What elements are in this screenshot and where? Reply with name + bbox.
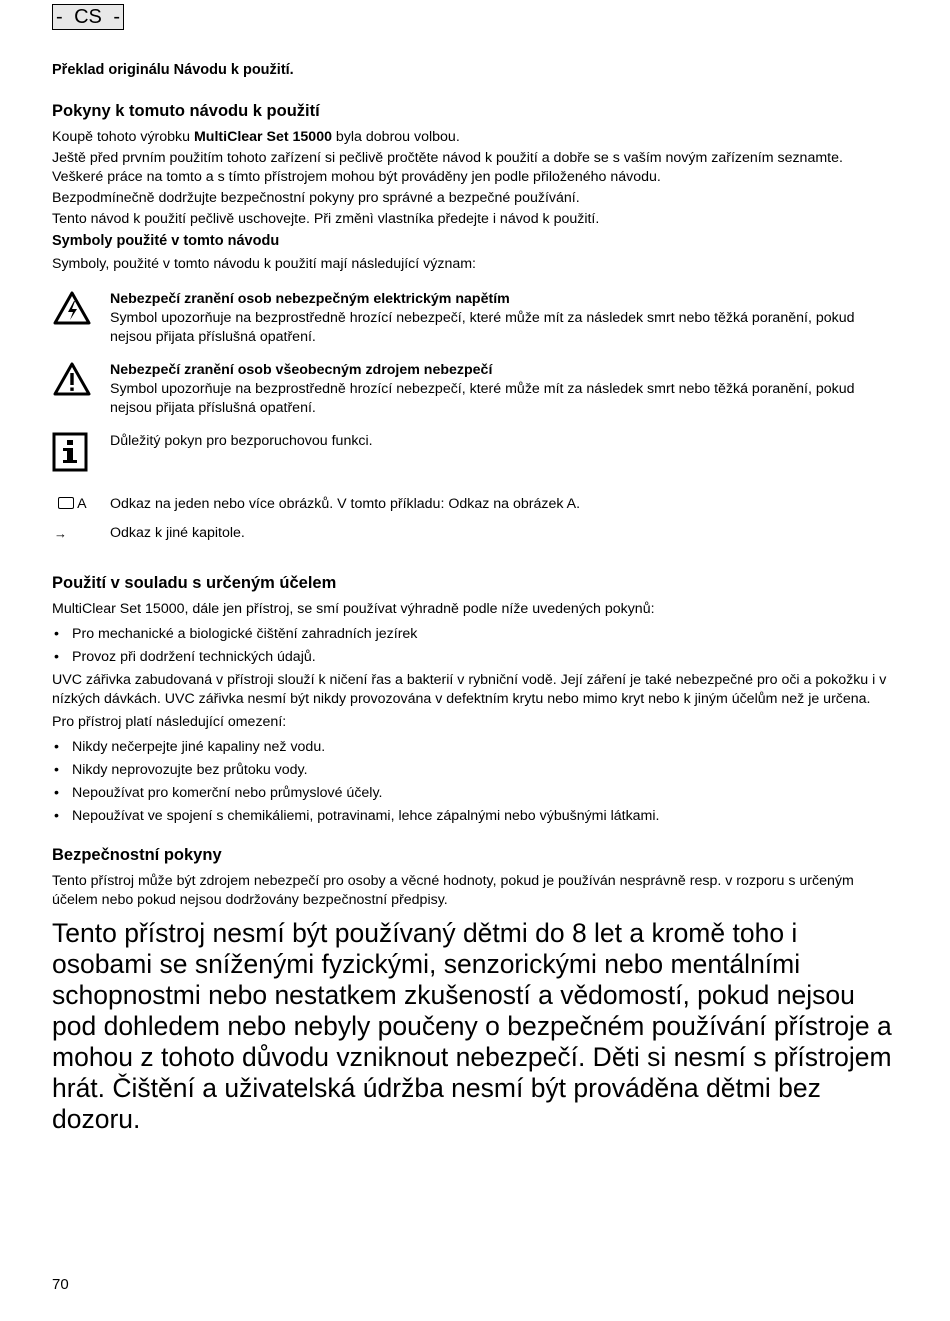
symbol-row-figure-ref (52, 495, 892, 514)
figure-icon (58, 497, 74, 509)
page-content (52, 62, 892, 1135)
symbol-row-general (52, 361, 892, 418)
intro-paragraph-2: Ještě před prvním použitím tohoto zařízení si pečlivě pročtěte návod k použití a dobře se s vaším novým zařízením seznamte. Veškeré práce na tomto a s tímto přístrojem mohou být prováděny jen podle přiloženého návodu. (52, 150, 843, 185)
arrow-right-icon: → (54, 526, 67, 541)
intended-use-list (52, 625, 892, 667)
safety-children-warning: Tento přístroj nesmí být používaný dětmi do 8 let a kromě toho i osobami se sníženými fyzickými, senzorickými nebo mentálními schopnostmi nebo nestatkem zkušeností a vědomostí, pokud nejsou pod dohledem nebo nebyly poučeny o bezpečném používání přístroje a mohou z tohoto důvodu vzniknout nebezpečí. Děti si nesmí s přístrojem hrát. Čištění a uživatelská údržba nesmí být prováděna dětmi bez dozoru. (52, 918, 892, 1134)
symbol-row-electric (52, 290, 892, 347)
page-number: 70 (52, 1276, 69, 1293)
intro-paragraph-3: Bezpodmínečně dodržujte bezpečnostní pokyny pro správné a bezpečné používání. (52, 190, 580, 206)
symbol-row-info (52, 432, 892, 477)
figure-ref-symbol (52, 495, 110, 514)
info-icon (52, 432, 110, 477)
symbol-title-electric: Nebezpečí zranění osob nebezpečným elektrickým napětím (110, 291, 510, 307)
list-item: • Nikdy nečerpejte jiné kapaliny než vodu. (52, 738, 892, 757)
heading-intended-use: Použití v souladu s určeným účelem (52, 574, 337, 592)
intended-use-paragraph-2: UVC zářivka zabudovaná v přístroji slouží k ničení řas a bakterií v rybniční vodě. Její záření je také nebezpečné pro oči a pokožku i v nízkých dávkách. UVC zářivka nesmí být nikdy provozována v defektním krytu nebo mimo kryt nebo k jiným účelům než je určena. (52, 672, 887, 707)
symbol-title-general: Nebezpečí zranění osob všeobecným zdrojem nebezpečí (110, 362, 493, 378)
heading-symbols: Symboly použité v tomto návodu (52, 233, 280, 249)
lang-code: CS (74, 6, 102, 28)
intended-use-paragraph-1: MultiClear Set 15000, dále jen přístroj, se smí používat výhradně podle níže uvedených pokynů: (52, 601, 655, 617)
intended-use-paragraph-3: Pro přístroj platí následující omezení: (52, 714, 287, 730)
list-item: • Provoz při dodržení technických údajů. (52, 648, 892, 667)
heading-manual-notes: Pokyny k tomuto návodu k použití (52, 102, 320, 120)
product-name: MultiClear Set 15000 (193, 129, 332, 145)
intro-paragraph-4: Tento návod k použití pečlivě uschovejte. Při změnì vlastníka předejte i návod k použití. (52, 211, 600, 227)
lang-dash-left: - (56, 6, 63, 28)
list-item: • Pro mechanické a biologické čištění zahradních jezírek (52, 625, 892, 644)
language-badge (52, 4, 124, 30)
heading-safety: Bezpečnostní pokyny (52, 846, 222, 864)
symbol-text-electric: Symbol upozorňuje na bezprostředně hrozící nebezpečí, které může mít za následek smrt nebo těžká poranění, pokud nejsou přijata příslušná opatření. (110, 310, 855, 345)
lang-dash-right: - (113, 6, 120, 28)
general-hazard-icon (52, 361, 110, 402)
safety-paragraph-1: Tento přístroj může být zdrojem nebezpečí pro osoby a věcné hodnoty, pokud je používán nesprávně resp. v rozporu s určeným účelem nebo pokud nejsou dodržovány bezpečnostní předpisy. (52, 873, 854, 908)
intro-paragraph-1: Koupě tohoto výrobku MultiClear Set 15000 byla dobrou volbou. (52, 129, 460, 145)
list-item: • Nepoužívat ve spojení s chemikáliemi, potravinami, lehce zápalnými nebo výbušnými látkami. (52, 807, 892, 826)
symbol-row-chapter-ref (52, 524, 892, 544)
symbol-text-general: Symbol upozorňuje na bezprostředně hrozící nebezpečí, které může mít za následek smrt nebo těžká poranění, pokud nejsou přijata příslušná opatření. (110, 381, 855, 416)
symbols-intro: Symboly, použité v tomto návodu k použití mají následující význam: (52, 256, 476, 272)
figure-ref-text: Odkaz na jeden nebo více obrázků. V tomto příkladu: Odkaz na obrázek A. (110, 496, 581, 512)
restrictions-list (52, 738, 892, 826)
translation-note: Překlad originálu Návodu k použití. (52, 62, 294, 78)
chapter-ref-text: Odkaz k jiné kapitole. (110, 525, 245, 541)
figure-ref-label: A (77, 496, 87, 512)
list-item: • Nikdy neprovozujte bez průtoku vody. (52, 761, 892, 780)
list-item: • Nepoužívat pro komerční nebo průmyslové účely. (52, 784, 892, 803)
electric-hazard-icon (52, 290, 110, 331)
symbol-text-info: Důležitý pokyn pro bezporuchovou funkci. (110, 433, 373, 449)
